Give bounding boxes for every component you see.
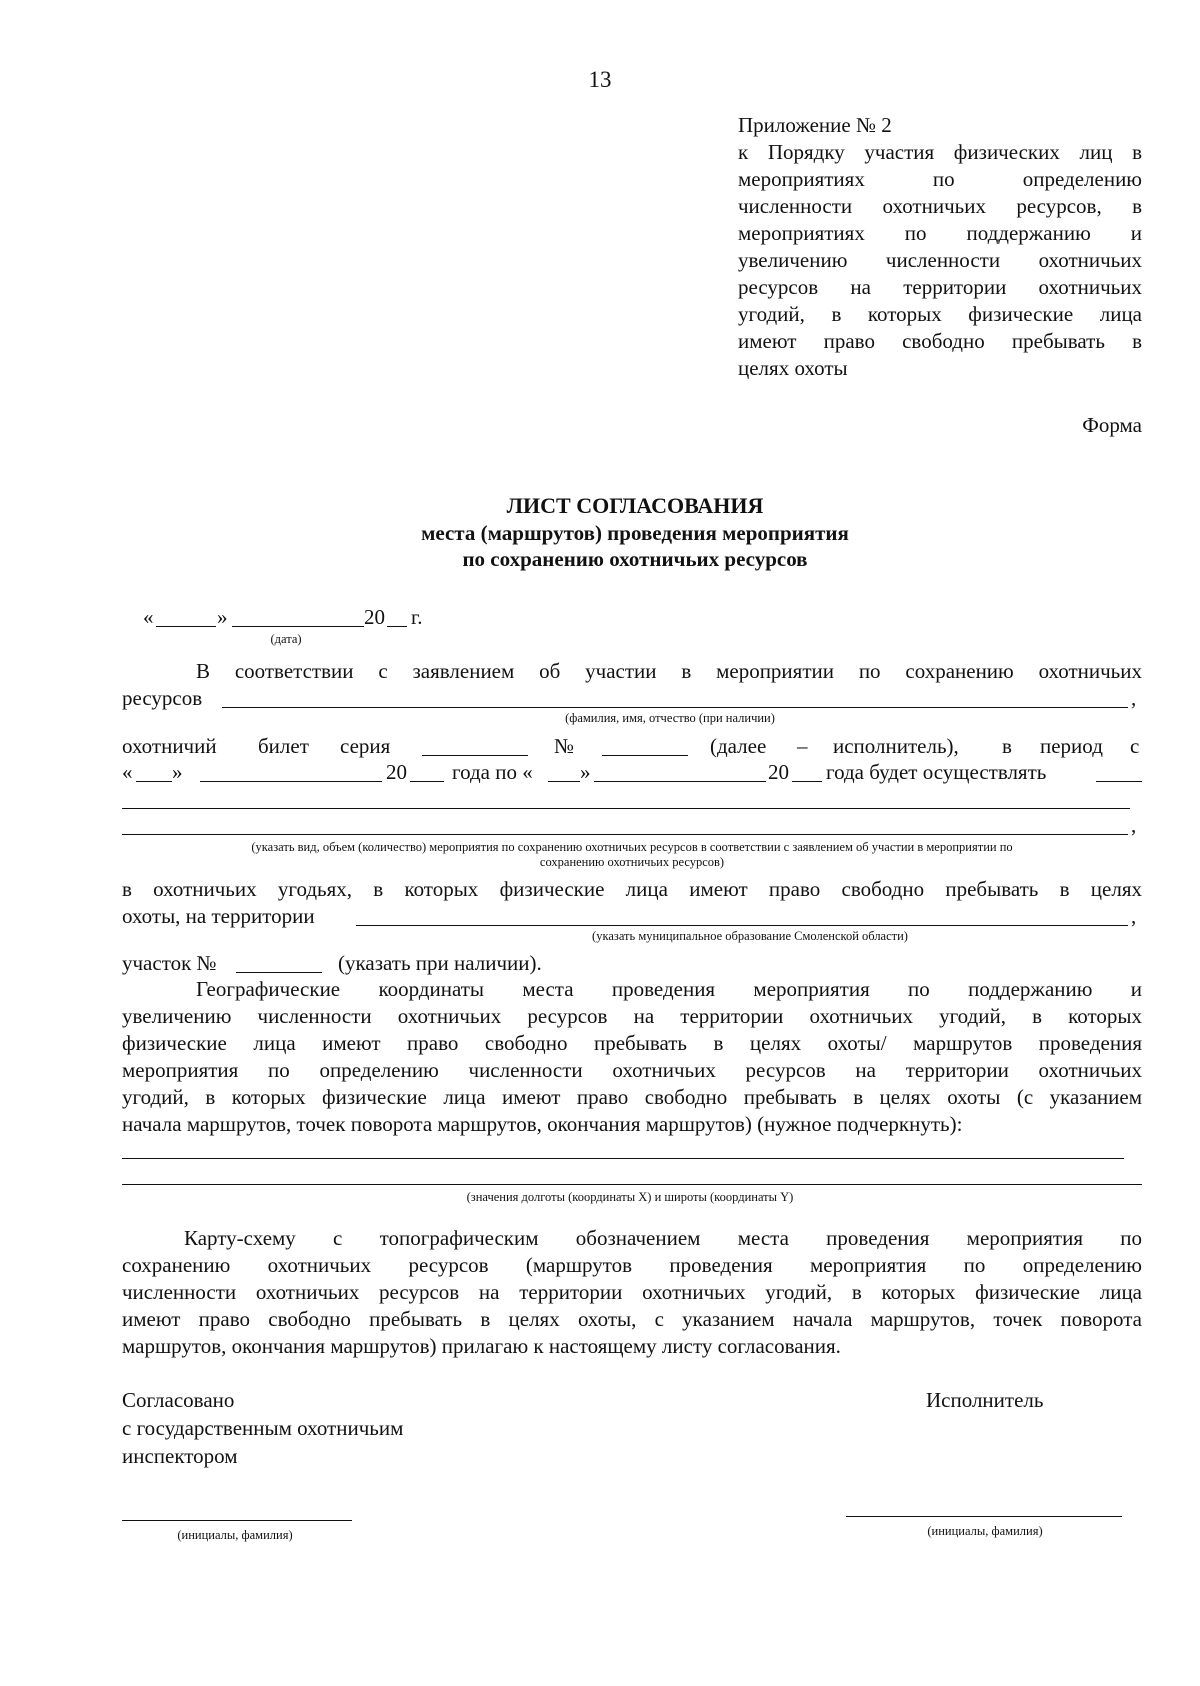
word-dash: – <box>797 734 808 758</box>
number-sign: № <box>554 734 575 758</box>
date-suffix: г. <box>411 605 423 629</box>
executor-caption: (инициалы, фамилия) <box>927 1524 1043 1538</box>
doc-subtitle-1: места (маршрутов) проведения мероприятия <box>421 521 849 545</box>
date-year-field[interactable] <box>387 626 407 627</box>
para3-line: угодий, в которых физические лица имеют право свободно пребывать в целях охоты (с указанием <box>122 1085 1142 1109</box>
period-end-text: года будет осуществлять <box>826 760 1047 784</box>
plot-label: участок № <box>122 951 217 975</box>
appendix-line: увеличению численности охотничьих <box>738 248 1142 272</box>
word-s: с <box>1130 734 1140 758</box>
ticket-series-field[interactable] <box>422 755 528 756</box>
para4-line: Карту-схему с топографическим обозначением места проведения мероприятия по <box>184 1226 1142 1250</box>
para3-line: мероприятия по определению численности охотничьих ресурсов на территории охотничьих <box>122 1058 1142 1082</box>
word-period: период <box>1040 734 1103 758</box>
period-end-month-field[interactable] <box>594 781 766 782</box>
date-month-field[interactable] <box>232 626 364 627</box>
word-v: в <box>1002 734 1012 758</box>
date-close-quote: » <box>217 605 228 629</box>
word-bilet: билет <box>258 734 309 758</box>
para3-line: физические лица имеют право свободно пребывать в целях охоты/ маршрутов проведения <box>122 1031 1142 1055</box>
agreed-line-2: с государственным охотничьим <box>122 1416 404 1440</box>
word-seriya: серия <box>340 734 391 758</box>
para4-line: сохранению охотничьих ресурсов (маршрутов проведения мероприятия по определению <box>122 1253 1142 1277</box>
fio-caption: (фамилия, имя, отчество (при наличии) <box>565 711 775 725</box>
appendix-title: Приложение № 2 <box>738 113 892 137</box>
plot-number-field[interactable] <box>236 972 322 973</box>
date-day-field[interactable] <box>156 626 216 627</box>
para4-line: маршрутов, окончания маршрутов) прилагаю к настоящему листу согласования. <box>122 1334 841 1358</box>
appendix-line: к Порядку участия физических лиц в <box>738 140 1142 164</box>
period-20b: 20 <box>768 760 789 784</box>
period-start-month-field[interactable] <box>200 781 382 782</box>
doc-subtitle-2: по сохранению охотничьих ресурсов <box>462 547 808 571</box>
period-start-year-field[interactable] <box>410 781 444 782</box>
coords-caption: (значения долготы (координаты X) и широты (координаты Y) <box>466 1190 794 1204</box>
date-caption: (дата) <box>270 632 302 646</box>
para1-resursov: ресурсов <box>122 686 203 710</box>
appendix-line: целях охоты <box>738 356 848 380</box>
executor-signature-field[interactable] <box>846 1516 1122 1517</box>
appendix-text <box>738 139 1142 382</box>
date-year-prefix: 20 <box>364 605 385 629</box>
page-number: 13 <box>588 67 612 92</box>
word-dalee: (далее <box>710 734 767 758</box>
period-start-day-field[interactable] <box>136 781 172 782</box>
municipality-caption: (указать муниципальное образование Смоленской области) <box>592 929 908 943</box>
date-open-quote: « <box>143 605 154 629</box>
appendix-line: имеют право свободно пребывать в <box>738 329 1142 353</box>
word-ohotnichiy: охотничий <box>122 734 217 758</box>
period-quote-1: « <box>122 760 133 784</box>
appendix-line: угодий, в которых физические лица <box>738 302 1142 326</box>
para4-line: имеют право свободно пребывать в целях охоты, с указанием начала маршрутов, точек поворота <box>122 1307 1142 1331</box>
appendix-line: численности охотничьих ресурсов, в <box>738 194 1142 218</box>
para2-territory: охоты, на территории <box>122 904 315 928</box>
fio-field[interactable] <box>222 707 1128 708</box>
plot-note: (указать при наличии). <box>338 951 542 975</box>
doc-title: ЛИСТ СОГЛАСОВАНИЯ <box>506 493 764 518</box>
form-label: Форма <box>1082 413 1142 437</box>
activity-field-line-2[interactable] <box>122 834 1128 835</box>
coords-field-line-2[interactable] <box>122 1184 1142 1185</box>
period-god-po: года по « <box>452 760 533 784</box>
word-ispolnitel: исполнитель), <box>833 734 959 758</box>
period-quote-3: » <box>580 760 591 784</box>
coords-field-line-1[interactable] <box>122 1158 1124 1159</box>
para4-line: численности охотничьих ресурсов на территории охотничьих угодий, в которых физические лица <box>122 1280 1142 1304</box>
inspector-caption: (инициалы, фамилия) <box>177 1528 293 1542</box>
agreed-line-1: Согласовано <box>122 1388 235 1412</box>
period-end-year-field[interactable] <box>792 781 822 782</box>
appendix-line: ресурсов на территории охотничьих <box>738 275 1142 299</box>
period-end-day-field[interactable] <box>548 781 580 782</box>
activity-caption-2: сохранению охотничьих ресурсов) <box>539 855 725 869</box>
municipality-field[interactable] <box>356 925 1128 926</box>
para3-line: Географические координаты места проведения мероприятия по поддержанию и <box>196 977 1142 1001</box>
appendix-line: мероприятиях по поддержанию и <box>738 221 1142 245</box>
executor-label: Исполнитель <box>926 1388 1044 1412</box>
appendix-line: мероприятиях по определению <box>738 167 1142 191</box>
para4-text <box>122 1225 1142 1360</box>
period-20a: 20 <box>386 760 407 784</box>
period-quote-2: » <box>172 760 183 784</box>
para3-line: начала маршрутов, точек поворота маршрутов, окончания маршрутов) (нужное подчеркнуть): <box>122 1112 963 1136</box>
para3-text <box>122 976 1142 1138</box>
inspector-signature-field[interactable] <box>122 1520 352 1521</box>
activity-field-start[interactable] <box>1096 781 1142 782</box>
agreed-line-3: инспектором <box>122 1444 238 1468</box>
activity-caption-1: (указать вид, объем (количество) мероприятия по сохранению охотничьих ресурсов в соответствии с заявлением об участии в мероприятии по <box>251 840 1013 854</box>
comma: , <box>1131 813 1137 837</box>
comma: , <box>1131 904 1137 928</box>
comma: , <box>1131 686 1137 710</box>
para1-line1: В соответствии с заявлением об участии в мероприятии по сохранению охотничьих <box>196 659 1142 683</box>
ticket-number-field[interactable] <box>602 755 688 756</box>
para2-line1: в охотничьих угодьях, в которых физические лица имеют право свободно пребывать в целях <box>122 877 1142 901</box>
activity-field-line-1[interactable] <box>122 808 1130 809</box>
para3-line: увеличению численности охотничьих ресурсов на территории охотничьих угодий, в которых <box>122 1004 1142 1028</box>
